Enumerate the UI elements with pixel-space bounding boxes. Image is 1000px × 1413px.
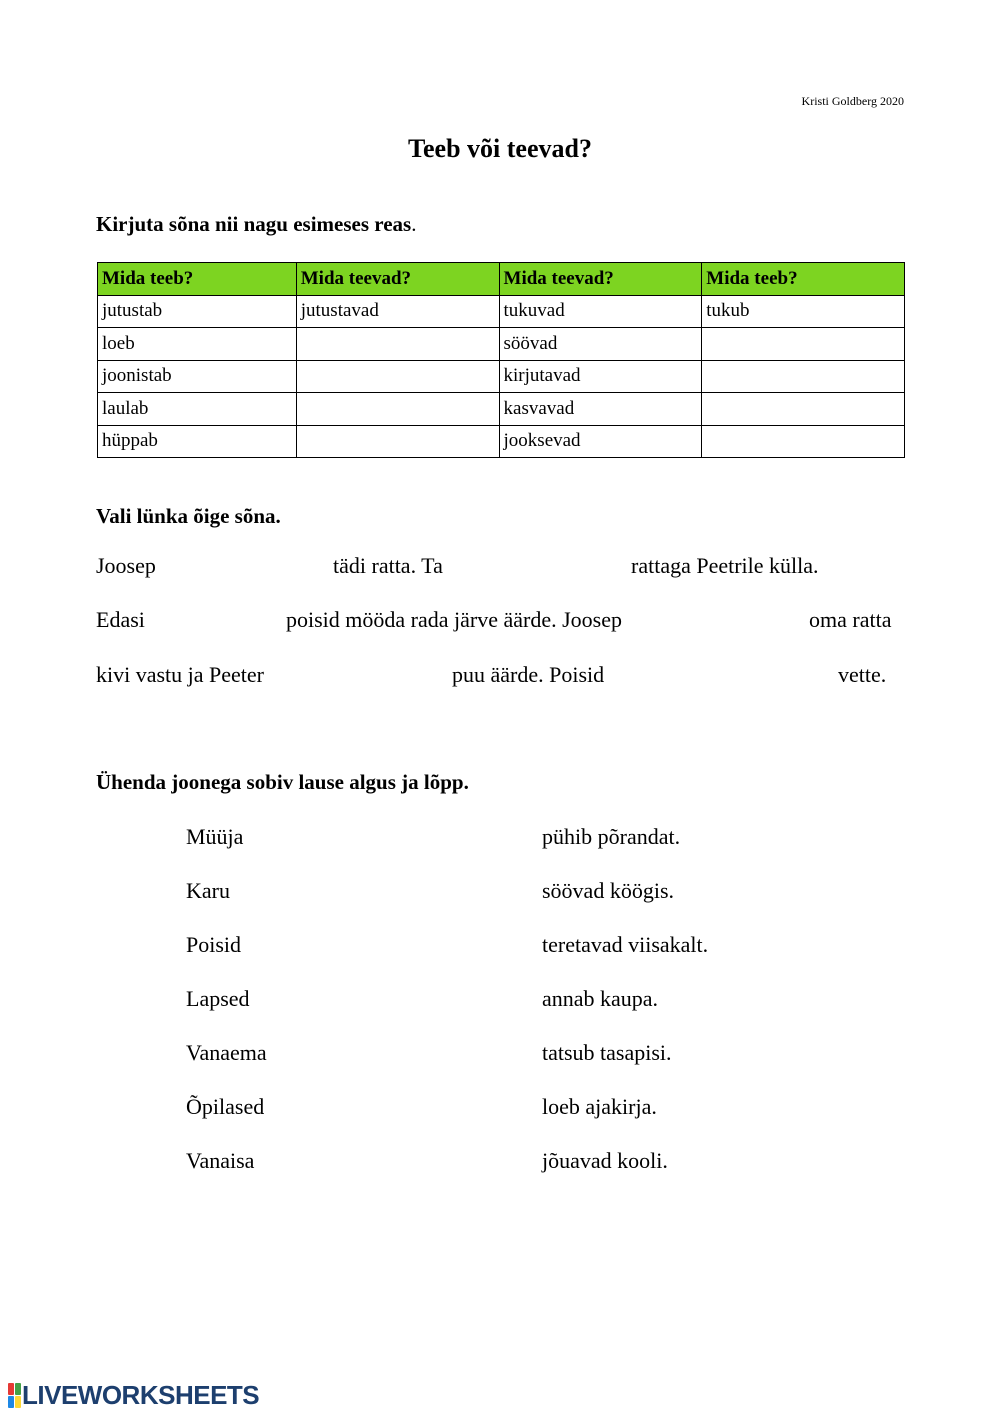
logo-block — [8, 1396, 14, 1408]
logo-block — [15, 1383, 21, 1395]
table-row — [98, 328, 905, 361]
match-right-item[interactable]: jõuavad kooli. — [542, 1148, 668, 1173]
answer-cell[interactable] — [702, 425, 905, 458]
answer-cell[interactable] — [296, 425, 499, 458]
logo-text: LIVEWORKSHEETS — [22, 1379, 260, 1410]
table-cell: hüppab — [98, 425, 297, 458]
table-header-row — [98, 263, 905, 296]
match-left-item[interactable]: Poisid — [186, 932, 242, 957]
answer-cell[interactable] — [702, 393, 905, 426]
table-row — [98, 360, 905, 393]
gap-text: poisid mööda rada järve äärde. Joosep — [286, 607, 622, 632]
answer-cell[interactable] — [702, 328, 905, 361]
match-left-item[interactable]: Õpilased — [186, 1094, 265, 1119]
match-right-item[interactable]: annab kaupa. — [542, 986, 659, 1011]
match-left-item[interactable]: Lapsed — [186, 986, 250, 1011]
gap-blank[interactable] — [170, 553, 325, 579]
answer-cell[interactable] — [296, 393, 499, 426]
table-header-cell: Mida teeb? — [98, 263, 297, 296]
section1-heading-dot: . — [411, 212, 417, 236]
gap-text: tädi ratta. Ta — [333, 553, 443, 578]
table-cell: kirjutavad — [499, 360, 702, 393]
table-cell: tukub — [702, 295, 905, 328]
table-header-cell: Mida teevad? — [296, 263, 499, 296]
match-left-item[interactable]: Vanaema — [186, 1040, 267, 1065]
table-cell: loeb — [98, 328, 297, 361]
table-row — [98, 295, 905, 328]
gap-text: Edasi — [96, 607, 145, 632]
gap-text: puu äärde. Poisid — [452, 662, 605, 687]
table-cell: jutustavad — [296, 295, 499, 328]
verb-table — [97, 262, 905, 458]
match-left-item[interactable]: Vanaisa — [186, 1148, 255, 1173]
section1-heading-text: Kirjuta sõna nii nagu esimeses reas — [96, 212, 412, 236]
gap-text: kivi vastu ja Peeter — [96, 662, 265, 687]
answer-cell[interactable] — [296, 360, 499, 393]
gap-blank[interactable] — [622, 662, 830, 688]
table-cell: joonistab — [98, 360, 297, 393]
gap-text: oma ratta — [809, 607, 892, 632]
table-cell: tukuvad — [499, 295, 702, 328]
gap-text: rattaga Peetrile külla. — [631, 553, 819, 578]
table-cell: laulab — [98, 393, 297, 426]
match-right-item[interactable]: teretavad viisakalt. — [542, 932, 709, 957]
logo-blocks-icon — [8, 1383, 21, 1408]
table-cell: kasvavad — [499, 393, 702, 426]
gap-blank[interactable] — [155, 607, 279, 633]
section3-heading: Ühenda joonega sobiv lause algus ja lõpp. — [96, 770, 469, 794]
table-row — [98, 425, 905, 458]
table-header-cell: Mida teevad? — [499, 263, 702, 296]
author-credit: Kristi Goldberg 2020 — [801, 94, 904, 108]
answer-cell[interactable] — [702, 360, 905, 393]
liveworksheets-logo — [8, 1380, 259, 1410]
table-cell: jooksevad — [499, 425, 702, 458]
gap-blank[interactable] — [460, 553, 622, 579]
match-left-item[interactable]: Karu — [186, 878, 230, 903]
section1-heading — [96, 212, 416, 237]
gap-blank[interactable] — [283, 662, 445, 688]
match-right-item[interactable]: loeb ajakirja. — [542, 1094, 657, 1119]
answer-cell[interactable] — [296, 328, 499, 361]
gap-blank[interactable] — [652, 607, 802, 633]
match-right-item[interactable]: söövad köögis. — [542, 878, 674, 903]
table-row — [98, 393, 905, 426]
logo-block — [8, 1383, 14, 1395]
gap-text: Joosep — [96, 553, 156, 578]
logo-block — [15, 1396, 21, 1408]
table-cell: söövad — [499, 328, 702, 361]
section2-heading: Vali lünka õige sõna. — [96, 504, 281, 528]
gap-text: vette. — [838, 662, 887, 687]
match-right-item[interactable]: tatsub tasapisi. — [542, 1040, 672, 1065]
page-title: Teeb või teevad? — [408, 134, 592, 163]
table-cell: jutustab — [98, 295, 297, 328]
match-left-item[interactable]: Müüja — [186, 824, 244, 849]
match-right-item[interactable]: pühib põrandat. — [542, 824, 681, 849]
table-header-cell: Mida teeb? — [702, 263, 905, 296]
